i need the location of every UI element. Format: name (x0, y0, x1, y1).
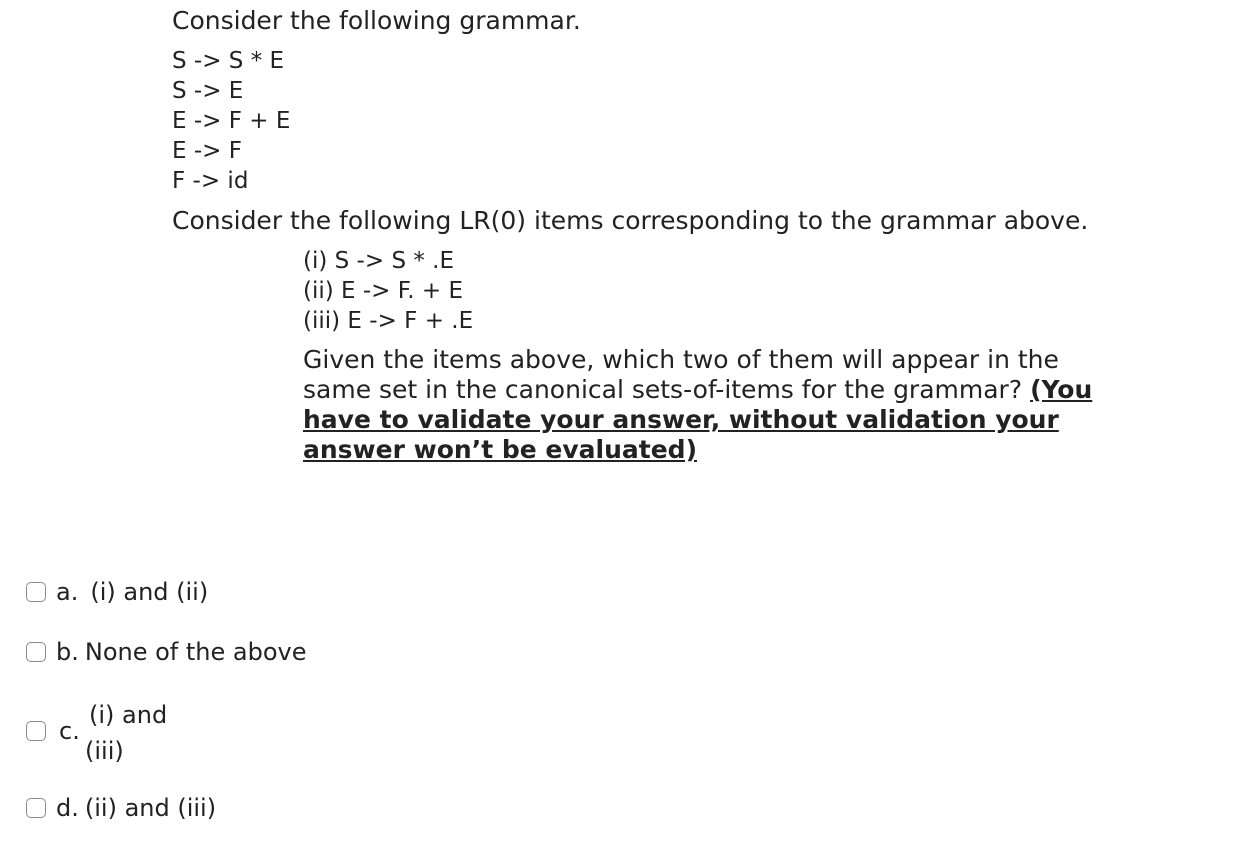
option-a-text: (i) and (ii) (90, 578, 209, 606)
prompt-text: Given the items above, which two of them will appear in the same set in the canonical sets-of-items for the grammar? (303, 345, 1059, 404)
validation-note: (You have to validate your answer, without validation your answer won’t be evaluated) (303, 375, 1093, 464)
lr0-item: (i) S -> S * .E (303, 248, 455, 274)
option-b-letter: b. (56, 638, 79, 666)
option-d-radio[interactable] (26, 798, 46, 818)
option-a[interactable] (26, 577, 208, 607)
grammar-rule: E -> F + E (172, 108, 291, 134)
lr0-item: (iii) E -> F + .E (303, 308, 474, 334)
lr0-items (303, 246, 473, 336)
option-c-text-line: (iii) (85, 737, 124, 765)
option-d-letter: d. (56, 794, 79, 822)
option-c-text (85, 697, 167, 769)
option-a-letter: a. (56, 578, 79, 606)
option-d-text: (ii) and (iii) (84, 794, 217, 822)
grammar-rule: F -> id (172, 168, 249, 194)
option-b-radio[interactable] (26, 642, 46, 662)
lr0-item: (ii) E -> F. + E (303, 278, 464, 304)
option-b[interactable] (26, 637, 307, 667)
option-d[interactable] (26, 793, 216, 823)
option-a-radio[interactable] (26, 582, 46, 602)
option-b-text: None of the above (84, 638, 307, 666)
question-intro: Consider the following grammar. (172, 6, 581, 35)
grammar-rule: E -> F (172, 138, 242, 164)
option-c-radio[interactable] (26, 721, 46, 741)
grammar-rule: S -> S * E (172, 48, 285, 74)
grammar-rule: S -> E (172, 78, 244, 104)
question-prompt (303, 345, 1123, 465)
option-c-text-line: (i) and (89, 701, 168, 729)
items-intro: Consider the following LR(0) items corresponding to the grammar above. (172, 206, 1089, 235)
option-c-letter: c. (59, 717, 80, 745)
grammar-rules (172, 46, 290, 196)
